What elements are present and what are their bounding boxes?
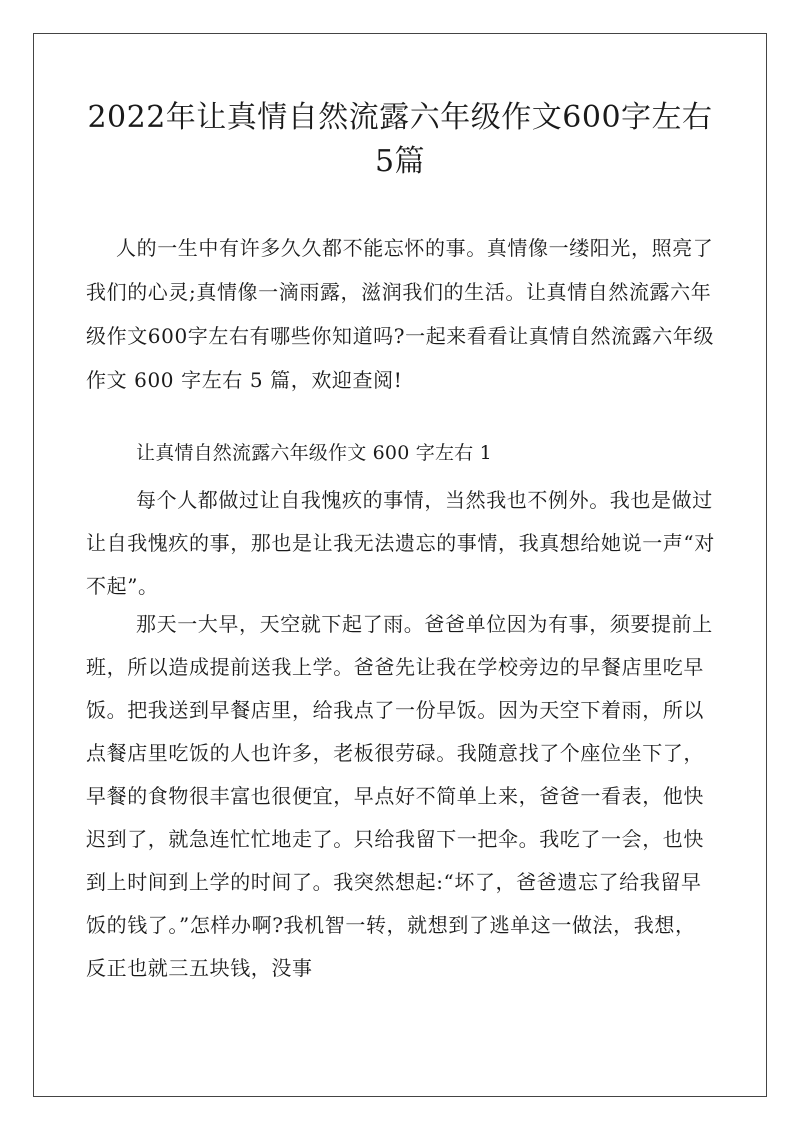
body-paragraph-1: 每个人都做过让自我愧疚的事情，当然我也不例外。我也是做过让自我愧疚的事，那也是让我无法遗忘的事情，我真想给她说一声“对不起”。 xyxy=(86,488,715,598)
body-paragraph-2: 那天一大早，天空就下起了雨。爸爸单位因为有事，须要提前上班，所以造成提前送我上学。爸爸先让我在学校旁边的早餐店里吃早饭。把我送到早餐店里，给我点了一份早饭。因为天空下着雨，所以点餐店里吃饭的人也许多，老板很劳碌。我随意找了个座位坐下了，早餐的食物很丰富也很便宜，早点好不简单上来，爸爸一看表，他快迟到了，就急连忙忙地走了。只给我留下一把伞。我吃了一会，也快到上时间到上学的时间了。我突然想起:“坏了，爸爸遗忘了给我留早饭的钱了。”怎样办啊?我机智一转，就想到了逃单这一做法，我想，反正也就三五块钱，没事 xyxy=(86,612,713,980)
section-heading: 让真情自然流露六年级作文 600 字左右 1 xyxy=(136,442,492,464)
intro-paragraph: 人的一生中有许多久久都不能忘怀的事。真情像一缕阳光，照亮了我们的心灵;真情像一滴雨露，滋润我们的生活。让真情自然流露六年级作文600字左右有哪些你知道吗?一起来看看让真情自然流露六年级作文 600 字左右 5 篇，欢迎查阅! xyxy=(86,236,715,392)
document-title: 2022年让真情自然流露六年级作文600字左右5篇 xyxy=(87,100,713,179)
